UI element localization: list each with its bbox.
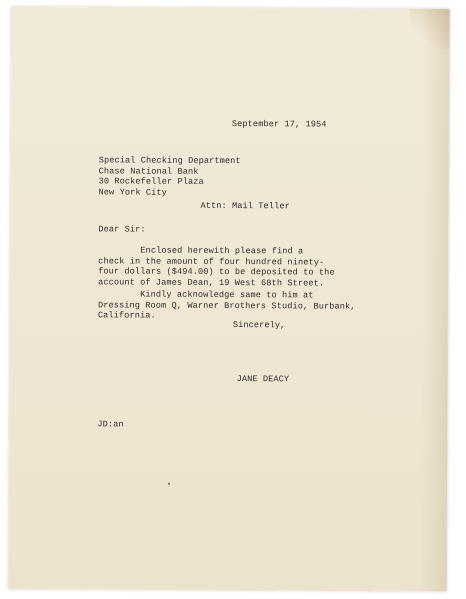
recipient-address	[99, 155, 241, 198]
reference-initials: JD:an	[97, 419, 124, 430]
paragraph-line: account of James Dean, 19 West 68th Street.	[98, 276, 325, 288]
letter-date: September 17, 1954	[231, 119, 327, 130]
closing: Sincerely,	[232, 320, 286, 331]
letter-page	[8, 7, 449, 591]
recipient-line: 30 Rockefeller Plaza	[98, 176, 204, 187]
paragraph-line: Enclosed herewith please find a	[98, 245, 304, 257]
recipient-line: Special Checking Department	[98, 155, 241, 167]
recipient-line: New York City	[98, 186, 167, 198]
signer-name: JANE DEACY	[236, 374, 290, 385]
body-paragraph-2	[98, 289, 356, 322]
paragraph-line: four dollars ($494.00) to be deposited to the	[98, 266, 335, 278]
paper-speck	[168, 483, 170, 485]
paragraph-line: California.	[97, 310, 156, 321]
attention-line: Attn: Mail Teller	[200, 200, 290, 212]
paragraph-line: Dressing Room Q, Warner Brothers Studio, Burbank,	[97, 299, 356, 312]
body-paragraph-1	[98, 245, 335, 288]
paragraph-line: check in the amount of four hundred ninety-	[98, 255, 325, 267]
paragraph-line: Kindly acknowledge same to him at	[97, 289, 314, 301]
salutation: Dear Sir:	[98, 224, 146, 235]
recipient-line: Chase National Bank	[98, 165, 199, 177]
